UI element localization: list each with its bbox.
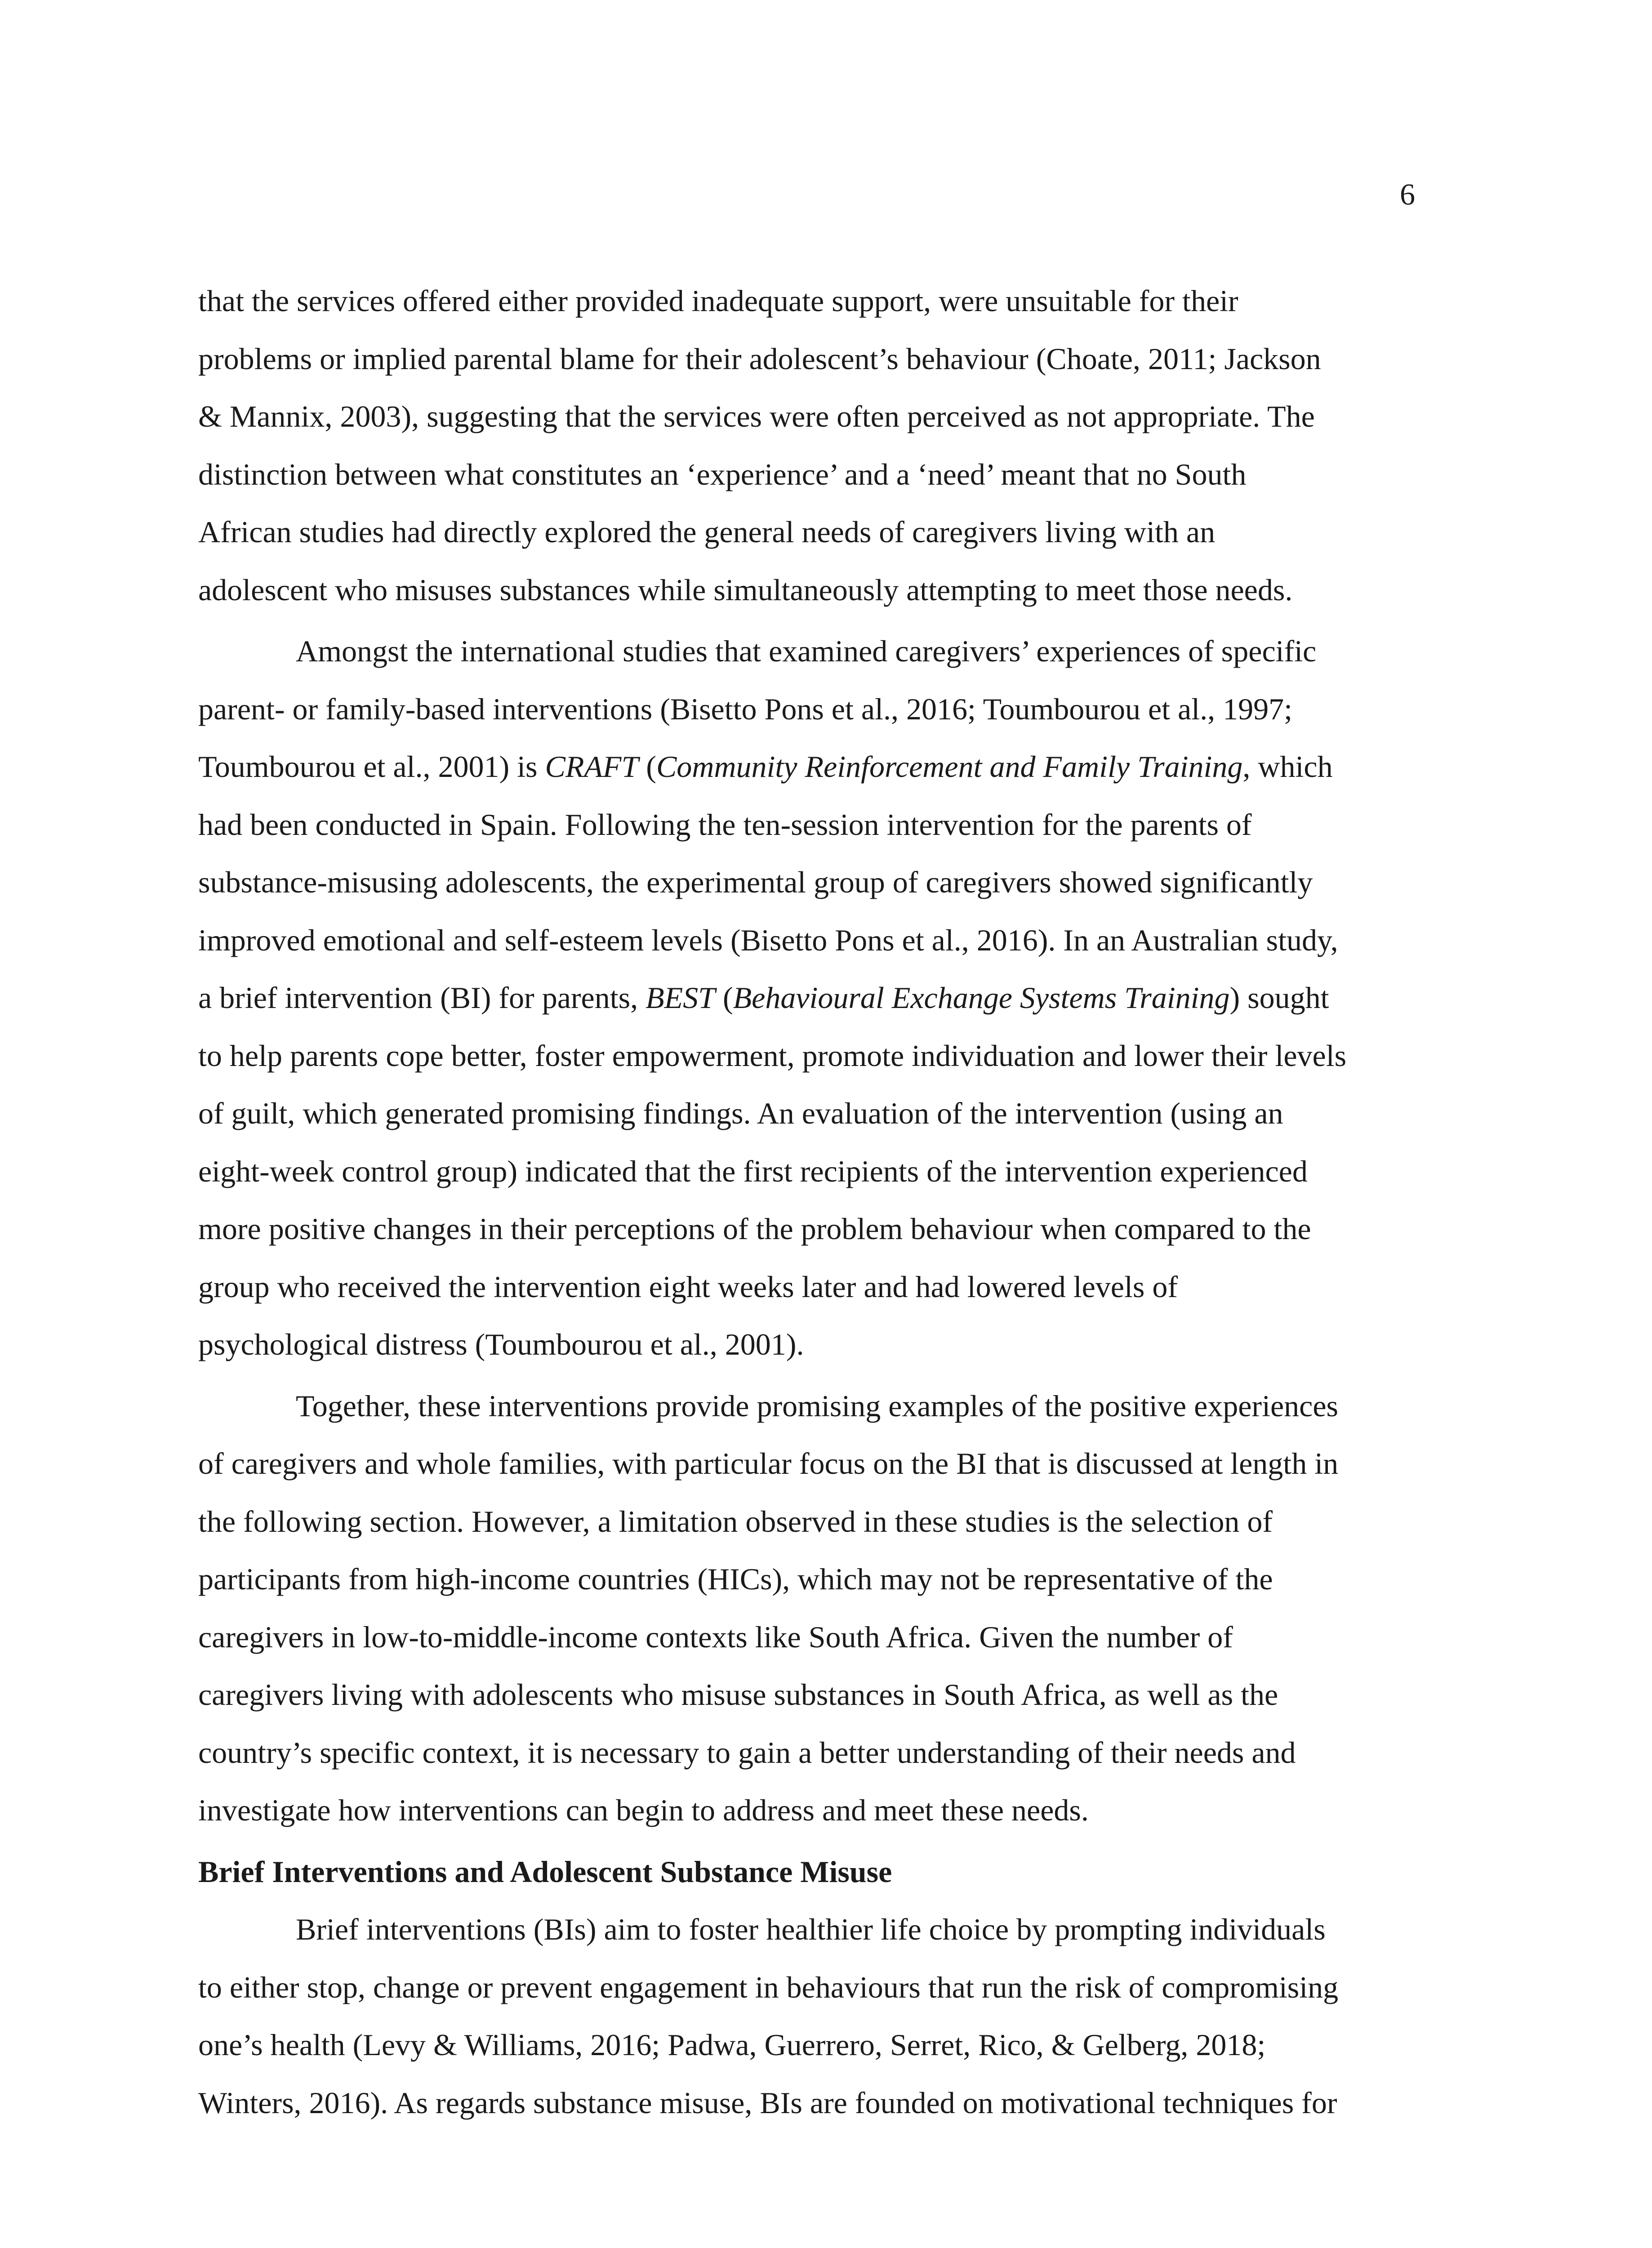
text-line: distinction between what constitutes an ‘experience’ and a ‘need’ meant that no South (198, 457, 1247, 491)
italic-text: Community Reinforcement and Family Training (656, 749, 1243, 784)
text-line: that the services offered either provided inadequate support, were unsuitable for their (198, 284, 1238, 318)
text-line: participants from high-income countries (HICs), which may not be representative of the (198, 1562, 1273, 1596)
text-line: parent- or family-based interventions (Bisetto Pons et al., 2016; Toumbourou et al., 1997; (198, 691, 1292, 726)
page-number: 6 (1400, 177, 1415, 211)
text-line: Amongst the international studies that examined caregivers’ experiences of specific (296, 634, 1317, 668)
section-heading: Brief Interventions and Adolescent Substance Misuse (198, 1854, 892, 1889)
paragraph (198, 272, 1457, 619)
text-run: ) sought (1229, 981, 1329, 1015)
text-line: Together, these interventions provide promising examples of the positive experiences (296, 1388, 1338, 1423)
text-line: Winters, 2016). As regards substance misuse, BIs are founded on motivational techniques for (198, 2085, 1337, 2120)
text-line: one’s health (Levy & Williams, 2016; Padwa, Guerrero, Serret, Rico, & Gelberg, 2018; (198, 2028, 1266, 2062)
text-line: more positive changes in their perceptions of the problem behaviour when compared to the (198, 1212, 1311, 1246)
text-line: caregivers in low-to-middle-income contexts like South Africa. Given the number of (198, 1619, 1233, 1654)
text-run: ( (715, 981, 733, 1015)
text-line: group who received the intervention eight weeks later and had lowered levels of (198, 1269, 1178, 1304)
paragraph (198, 1377, 1457, 1839)
text-line: the following section. However, a limitation observed in these studies is the selection of (198, 1504, 1273, 1539)
text-line: to help parents cope better, foster empowerment, promote individuation and lower their levels (198, 1038, 1347, 1073)
text-line: problems or implied parental blame for their adolescent’s behaviour (Choate, 2011; Jackson (198, 341, 1321, 376)
text-line: African studies had directly explored the general needs of caregivers living with an (198, 515, 1216, 549)
text-line (198, 969, 1457, 1027)
text-line: caregivers living with adolescents who misuse substances in South Africa, as well as the (198, 1677, 1278, 1712)
text-line: adolescent who misuses substances while simultaneously attempting to meet those needs. (198, 572, 1293, 607)
text-line: of caregivers and whole families, with particular focus on the BI that is discussed at length in (198, 1446, 1339, 1481)
text-line: had been conducted in Spain. Following the ten-session intervention for the parents of (198, 807, 1252, 842)
text-line: Brief interventions (BIs) aim to foster healthier life choice by prompting individuals (296, 1912, 1326, 1946)
text-line: investigate how interventions can begin to address and meet these needs. (198, 1793, 1089, 1827)
text-line: & Mannix, 2003), suggesting that the services were often perceived as not appropriate. The (198, 399, 1315, 433)
text-line: to either stop, change or prevent engagement in behaviours that run the risk of compromising (198, 1970, 1339, 2004)
text-line: improved emotional and self-esteem levels (Bisetto Pons et al., 2016). In an Australian study, (198, 923, 1338, 957)
text-line: country’s specific context, it is necessary to gain a better understanding of their needs and (198, 1735, 1296, 1770)
text-run: a brief intervention (BI) for parents, (198, 981, 646, 1015)
text-line: psychological distress (Toumbourou et al., 2001). (198, 1327, 804, 1361)
italic-text: BEST (646, 981, 715, 1015)
italic-text: CRAFT (545, 749, 639, 784)
text-line: of guilt, which generated promising findings. An evaluation of the intervention (using an (198, 1096, 1283, 1130)
text-run: Toumbourou et al., 2001) is (198, 749, 545, 784)
text-line: substance-misusing adolescents, the experimental group of caregivers showed significantly (198, 865, 1313, 899)
paragraph (198, 622, 1457, 1374)
body-text (198, 272, 1457, 2132)
section (198, 1843, 1457, 2132)
text-run: , which (1242, 749, 1333, 784)
text-run: ( (638, 749, 656, 784)
italic-text: Behavioural Exchange Systems Training (733, 981, 1230, 1015)
text-line (198, 738, 1457, 796)
text-line: eight-week control group) indicated that the first recipients of the intervention experienced (198, 1154, 1308, 1188)
